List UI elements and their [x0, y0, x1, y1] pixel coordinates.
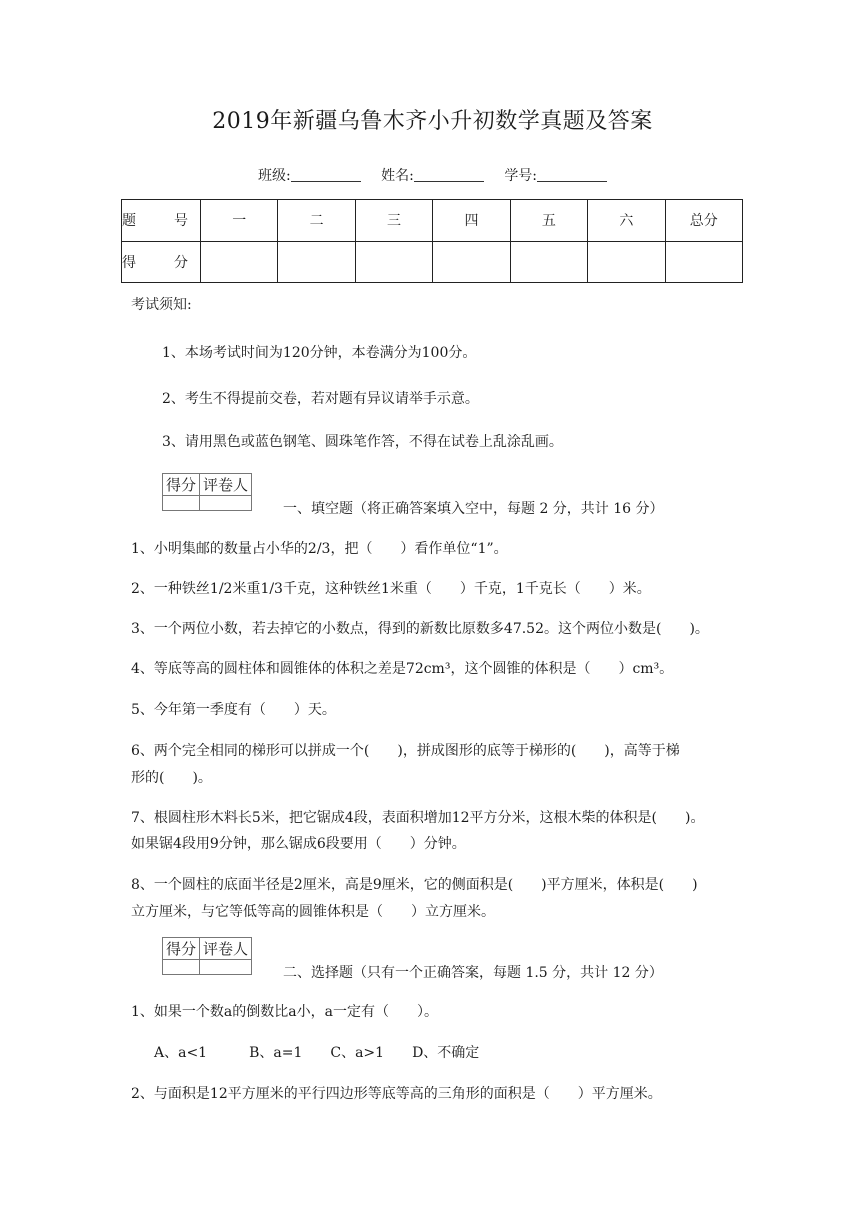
score-table-header-cell: 四 — [433, 200, 510, 242]
id-field — [504, 165, 607, 185]
question-line: 7、根圆柱形木料长5米，把它锯成4段，表面积增加12平方分米，这根木柴的体积是( )。 — [131, 810, 705, 826]
question-line: 1、如果一个数a的倒数比a小，a一定有（ ）。 — [131, 1004, 438, 1020]
notice-rule: 3、请用黑色或蓝色钢笔、圆珠笔作答，不得在试卷上乱涂乱画。 — [162, 434, 563, 450]
id-blank — [537, 167, 607, 182]
score-cell[interactable] — [588, 241, 665, 283]
score-table-header-cell: 三 — [355, 200, 432, 242]
score-cell[interactable] — [665, 241, 742, 283]
score-table-header-cell: 题 号 — [122, 200, 201, 242]
notice-rule: 2、考生不得提前交卷，若对题有异议请举手示意。 — [162, 391, 479, 407]
id-label: 学号: — [504, 168, 538, 184]
question-line: 2、一种铁丝1/2米重1/3千克，这种铁丝1米重（ ）千克，1千克长（ ）米。 — [131, 581, 651, 597]
score-table-header-cell: 五 — [510, 200, 587, 242]
question-line: 2、与面积是12平方厘米的平行四边形等底等高的三角形的面积是（ ）平方厘米。 — [131, 1086, 662, 1102]
name-blank — [414, 167, 484, 182]
grader-box-score-cell[interactable] — [163, 960, 200, 975]
choice-options: A、a<1 B、a=1 C、a>1 D、不确定 — [154, 1045, 480, 1061]
score-table — [121, 199, 743, 283]
class-field — [258, 165, 361, 185]
score-table-header-cell: 六 — [588, 200, 665, 242]
notice-heading: 考试须知: — [131, 297, 192, 313]
question-line: 4、等底等高的圆柱体和圆锥体的体积之差是72cm³，这个圆锥的体积是（ ）cm³。 — [131, 661, 674, 677]
grader-box-grader-label: 评卷人 — [200, 938, 252, 960]
section-heading: 二、选择题（只有一个正确答案，每题 1.5 分，共计 12 分） — [283, 965, 663, 981]
grader-box-score-label: 得分 — [163, 474, 200, 496]
notice-rule: 1、本场考试时间为120分钟，本卷满分为100分。 — [162, 345, 477, 361]
grader-box-grader-label: 评卷人 — [200, 474, 252, 496]
score-table-header-cell: 二 — [278, 200, 355, 242]
score-cell[interactable] — [201, 241, 278, 283]
score-table-score-row — [122, 241, 743, 283]
student-info — [0, 165, 865, 185]
grader-box — [162, 937, 252, 975]
name-field — [381, 165, 484, 185]
section-heading: 一、填空题（将正确答案填入空中，每题 2 分，共计 16 分） — [283, 501, 664, 517]
question-line: 6、两个完全相同的梯形可以拼成一个( )，拼成图形的底等于梯形的( )，高等于梯 — [131, 743, 680, 759]
question-line: 3、一个两位小数，若去掉它的小数点，得到的新数比原数多47.52。这个两位小数是( )。 — [131, 621, 709, 637]
score-table-header-cell: 一 — [201, 200, 278, 242]
question-line: 5、今年第一季度有（ ）天。 — [131, 702, 336, 718]
score-cell[interactable] — [433, 241, 510, 283]
grader-box-score-label: 得分 — [163, 938, 200, 960]
score-cell[interactable] — [510, 241, 587, 283]
question-line: 1、小明集邮的数量占小华的2/3，把（ ）看作单位“1”。 — [131, 541, 508, 557]
score-row-label: 得 分 — [122, 241, 201, 283]
question-line: 立方厘米，与它等低等高的圆锥体积是（ ）立方厘米。 — [131, 904, 495, 920]
question-line: 8、一个圆柱的底面半径是2厘米，高是9厘米，它的侧面积是( )平方厘米，体积是( ) — [131, 877, 698, 893]
score-table-header-cell: 总分 — [665, 200, 742, 242]
class-blank — [291, 167, 361, 182]
grader-box-grader-cell[interactable] — [200, 496, 252, 511]
score-cell[interactable] — [355, 241, 432, 283]
question-line: 如果锯4段用9分钟，那么锯成6段要用（ ）分钟。 — [131, 836, 466, 852]
page-title: 2019年新疆乌鲁木齐小升初数学真题及答案 — [212, 109, 653, 134]
class-label: 班级: — [257, 168, 291, 184]
grader-box — [162, 473, 252, 511]
grader-box-grader-cell[interactable] — [200, 960, 252, 975]
question-line: 形的( )。 — [131, 770, 212, 786]
score-cell[interactable] — [278, 241, 355, 283]
grader-box-score-cell[interactable] — [163, 496, 200, 511]
score-table-header-row — [122, 200, 743, 242]
name-label: 姓名: — [381, 168, 414, 184]
